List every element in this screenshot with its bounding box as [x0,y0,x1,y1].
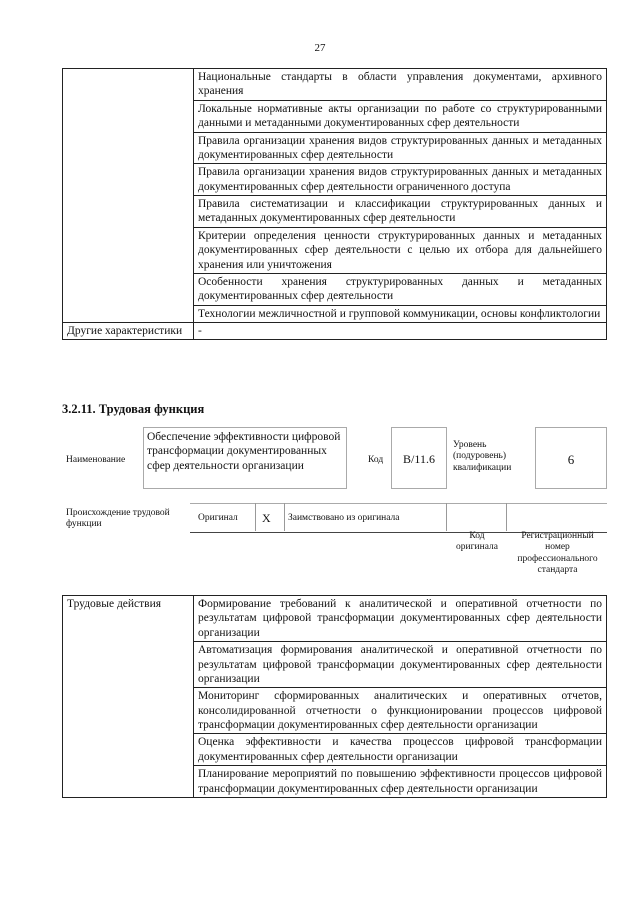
function-code-value: B/11.6 [391,427,447,489]
origin-row [190,503,607,533]
table-cell: Особенности хранения структурированных данных и метаданных документированных сфер деятельности [194,273,607,305]
name-label: Наименование [66,455,126,465]
table-cell: Критерии определения ценности структурированных данных и метаданных документированных сфер деятельности с целью их отбора для дальнейшего хранения или уничтожения [194,227,607,273]
table-row [63,596,607,642]
table-cell: Оценка эффективности и качества процессов цифровой трансформации документированных сфер деятельности организации [194,734,607,766]
level-label: Уровень (подуровень) квалификации [453,440,512,473]
registration-number-caption: Регистрационный номер профессионального стандарта [517,531,598,576]
page-number: 27 [314,42,326,54]
function-level-value: 6 [535,427,607,489]
original-code-caption: Код оригинала [456,531,498,553]
divider [506,503,507,531]
actions-label: Трудовые действия [63,596,194,798]
table-cell: Правила систематизации и классификации структурированных данных и метаданных документированных сфер деятельности [194,196,607,228]
requirements-table [62,68,607,340]
divider [284,503,285,531]
code-label: Код [368,455,384,465]
original-label: Оригинал [198,513,238,523]
divider [446,503,447,531]
origin-label: Происхождение трудовой функции [66,508,170,530]
divider [255,503,256,531]
original-mark: X [262,511,271,525]
table-cell: Мониторинг сформированных аналитических и оперативных отчетов, консолидированной отчетности о функционировании процессов цифровой трансформации документированных сфер деятельности организации [194,688,607,734]
table-cell-left [63,69,194,323]
table-row [63,323,607,340]
actions-table [62,595,607,798]
section-title: 3.2.11. Трудовая функция [62,402,205,416]
table-cell: Планирование мероприятий по повышению эффективности процессов цифровой трансформации документированных сфер деятельности организации [194,766,607,798]
table-cell: Локальные нормативные акты организации по работе со структурированными данными и метаданными документированных сфер деятельности [194,100,607,132]
table-cell: Правила организации хранения видов структурированных данных и метаданных документированных сфер деятельности [194,132,607,164]
other-characteristics-label: Другие характеристики [63,323,194,340]
table-cell: Технологии межличностной и групповой коммуникации, основы конфликтологии [194,305,607,322]
function-name-value: Обеспечение эффективности цифровой трансформации документированных сфер деятельности организации [143,427,347,489]
table-cell: Автоматизация формирования аналитической и оперативной отчетности по результатам цифровой трансформации документированных сфер деятельности организации [194,642,607,688]
table-row [63,69,607,101]
borrowed-label: Заимствовано из оригинала [288,513,400,523]
table-cell: Национальные стандарты в области управления документами, архивного хранения [194,69,607,101]
table-cell: Правила организации хранения видов структурированных данных и метаданных документированных сфер деятельности ограниченного доступа [194,164,607,196]
table-cell: Формирование требований к аналитической и оперативной отчетности по результатам цифровой трансформации документированных сфер деятельности организации [194,596,607,642]
other-characteristics-value: - [194,323,607,340]
